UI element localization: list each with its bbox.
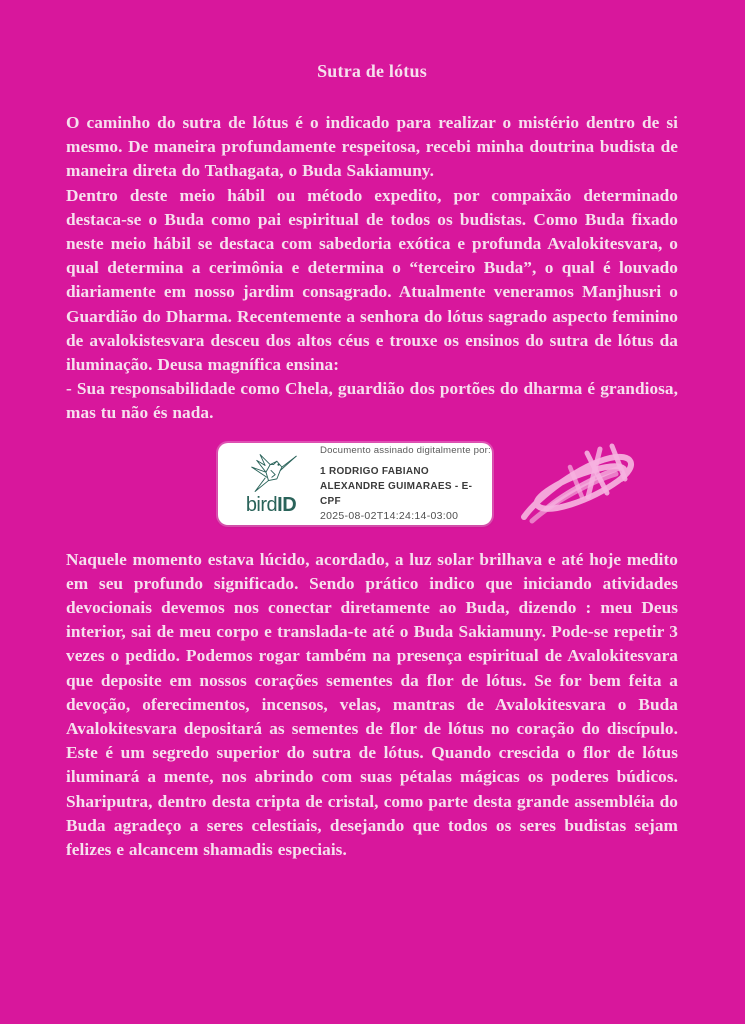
signature-scribble: [508, 437, 650, 541]
paragraph-4: Naquele momento estava lúcido, acordado, a luz solar brilhava e até hoje medito em seu profundo significado. Sendo prático indico que iniciando atividades devocionais devemos nos conectar diretamente ao Buda, dizendo : meu Deus interior, sai de meu corpo e translada-te até o Buda Sakiamuny. Pode-se repetir 3 vezes o pedido. Podemos rogar também na presença espiritual de Avalokitesvara que deposite em nossos corações sementes da flor de lótus. Se for bem feita a devoção, oferecimentos, incensos, velas, mantras de Avalokitesvara o Buda Avalokitesvara depositará as sementes de flor de lótus no coração do discípulo. Este é um segredo superior do sutra de lótus. Quando crescida o flor de lótus iluminará a mente, nos abrindo com suas pétalas mágicas os poderes búdicos. Shariputra, dentro desta cripta de cristal, como parte desta grande assembléia do Buda agradeço a seres celestiais, desejando que todos os seres budistas sejam felizes e alcancem shamadis especiais.: [66, 549, 678, 860]
stamp-header: Documento assinado digitalmente por:: [320, 445, 491, 457]
stamp-text: [320, 445, 491, 523]
birdid-wordmark-bird: bird: [245, 494, 278, 517]
body-block-2: [66, 548, 678, 863]
hummingbird-icon: [243, 452, 299, 494]
body-block-1: [66, 111, 678, 426]
birdid-wordmark: [246, 495, 296, 515]
paragraph-2: Dentro deste meio hábil ou método expedito, por compaixão determinado destaca-se o Buda como pai espiritual de todos os budistas. Como Buda fixado neste meio hábil se destaca com sabedoria exótica e profunda Avalokitesvara, o qual determina a cerimônia e determina o “terceiro Buda”, o qual é louvado diariamente em nosso jardim consagrado. Atualmente veneramos Manjhusri o Guardião do Dharma. Recentemente a senhora do lótus sagrado aspecto feminino de avalokistesvara desceu dos altos céus e trouxe os ensinos do sutra de lótus da iluminação. Deusa magnífica ensina:: [66, 185, 678, 375]
page-title: Sutra de lótus: [317, 61, 427, 81]
signature-row: [66, 443, 678, 527]
birdid-logo: [230, 452, 312, 515]
birdid-wordmark-id: ID: [277, 494, 297, 517]
signature-timestamp: 2025-08-02T14:24:14-03:00: [320, 510, 459, 523]
paragraph-1: O caminho do sutra de lótus é o indicado para realizar o mistério dentro de si mesmo. De maneira profundamente respeitosa, recebi minha doutrina budista de maneira direta do Tathagata, o Buda Sakiamuny.: [66, 113, 678, 181]
signer-name: 1 RODRIGO FABIANO ALEXANDRE GUIMARAES - E- CPF: [320, 466, 473, 508]
paragraph-3: - Sua responsabilidade como Chela, guardião dos portões do dharma é grandiosa, mas tu não és nada.: [66, 379, 678, 423]
digital-signature-stamp: [218, 443, 492, 525]
